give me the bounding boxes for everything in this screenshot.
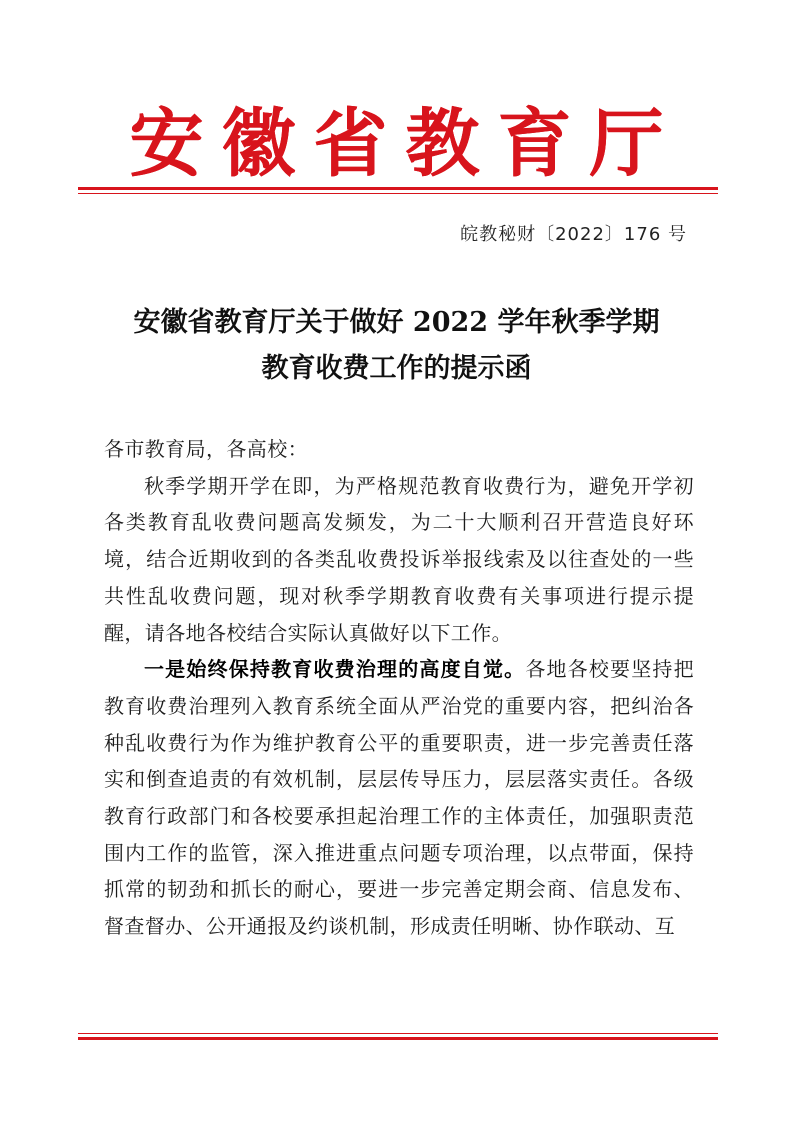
document-body bbox=[104, 431, 694, 945]
footer-red-rule-thin bbox=[78, 1033, 718, 1034]
letterhead-red-rule-thick bbox=[78, 187, 718, 190]
salutation: 各市教育局，各高校： bbox=[104, 437, 308, 461]
document-title bbox=[0, 300, 793, 392]
agency-name: 安徽省教育厅 bbox=[129, 101, 682, 187]
letterhead bbox=[0, 96, 793, 192]
paragraph-2 bbox=[104, 651, 694, 945]
paragraph-2-heading: 一是始终保持教育收费治理的高度自觉。 bbox=[144, 657, 526, 682]
document-number: 皖教秘财〔2022〕176 号 bbox=[460, 224, 687, 245]
paragraph-1: 秋季学期开学在即，为严格规范教育收费行为，避免开学初各类教育乱收费问题高发频发，为二十大顺利召开营造良好环境，结合近期收到的各类乱收费投诉举报线索及以往查处的一些共性乱收费问题，现对秋季学期教育收费有关事项进行提示提醒，请各地各校结合实际认真做好以下工作。 bbox=[104, 473, 694, 645]
title-line-1: 安徽省教育厅关于做好 2022 学年秋季学期 bbox=[133, 307, 660, 338]
footer-red-rule-thick bbox=[78, 1037, 718, 1040]
paragraph-2-text: 各地各校要坚持把教育收费治理列入教育系统全面从严治党的重要内容，把纠治各种乱收费行为作为维护教育公平的重要职责，进一步完善责任落实和倒查追责的有效机制，层层传导压力，层层落实责任。各级教育行政部门和各校要承担起治理工作的主体责任，加强职责范围内工作的监管，深入推进重点问题专项治理，以点带面，保持抓常的韧劲和抓长的耐心，要进一步完善定期会商、信息发布、督查督办、公开通报及约谈机制，形成责任明晰、协作联动、互 bbox=[104, 657, 694, 939]
letterhead-red-rule-thin bbox=[78, 193, 718, 194]
title-line-2: 教育收费工作的提示函 bbox=[261, 353, 532, 384]
